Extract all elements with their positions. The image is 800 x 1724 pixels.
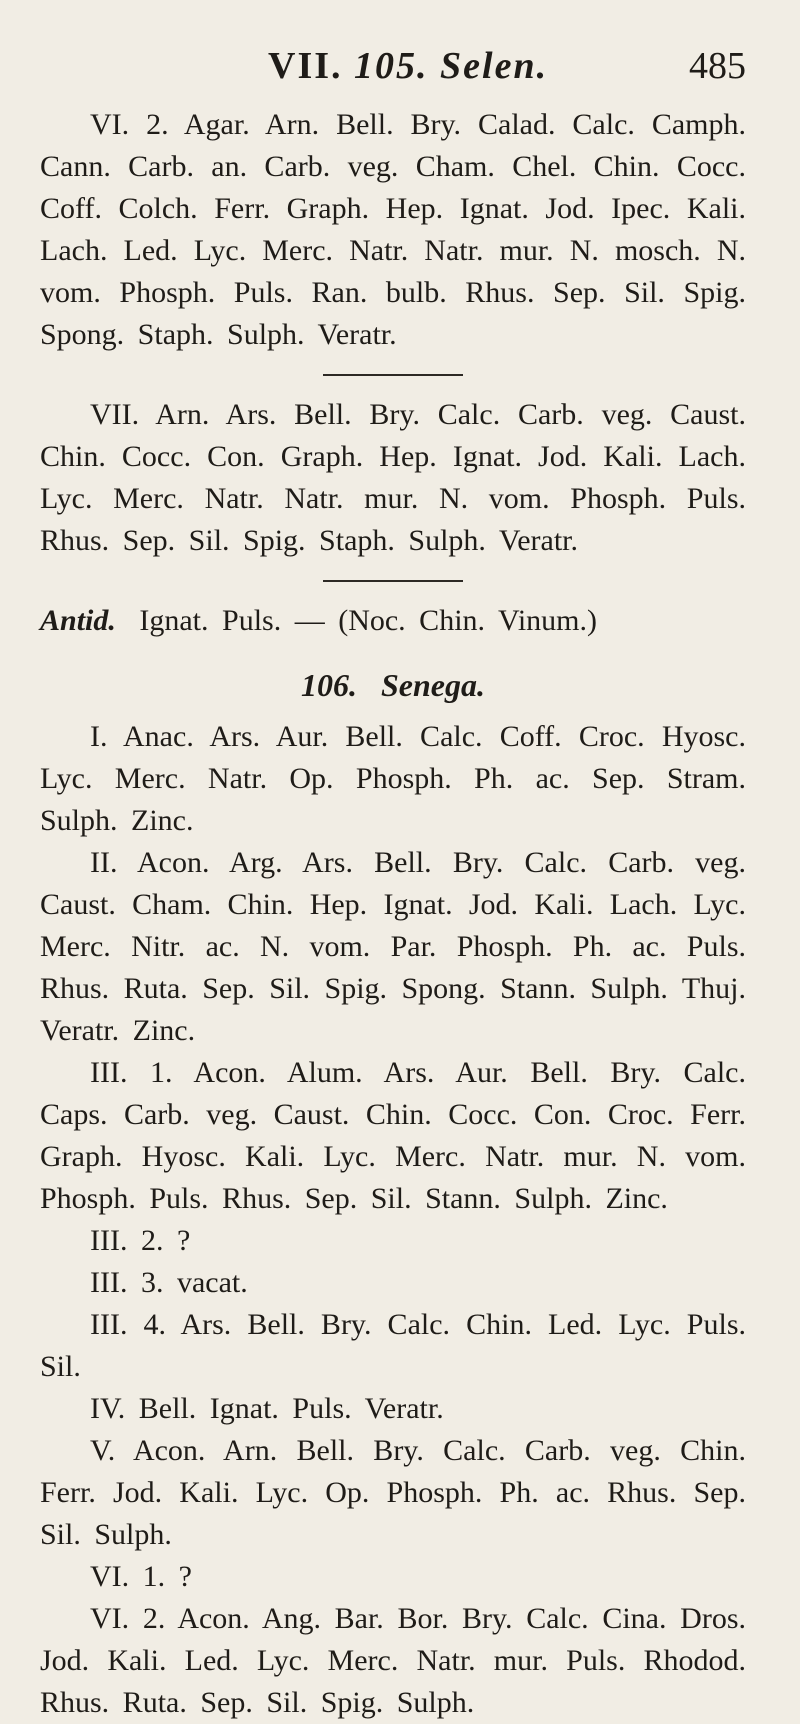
senega-ii-paragraph: II. Acon. Arg. Ars. Bell. Bry. Calc. Carb. veg. Caust. Cham. Chin. Hep. Ignat. Jod. Kali. Lach. Lyc. Merc. Nitr. ac. N. vom. Par. Phosph. Ph. ac. Puls. Rhus. Ruta. Sep. Sil. Spig. Spong. Stann. Sulph. Thuj. Veratr. Zinc. (40, 846, 746, 1047)
senega-iii-4-paragraph: III. 4. Ars. Bell. Bry. Calc. Chin. Led. Lyc. Puls. Sil. (40, 1308, 746, 1383)
page-number: 485 (689, 45, 746, 87)
running-title (268, 44, 548, 88)
senega-i-paragraph: I. Anac. Ars. Aur. Bell. Calc. Coff. Croc. Hyosc. Lyc. Merc. Natr. Op. Phosph. Ph. ac. Sep. Stram. Sulph. Zinc. (40, 720, 746, 837)
senega-iii-3-item: III. 3. vacat. (90, 1266, 248, 1299)
selen-vii-paragraph: VII. Arn. Ars. Bell. Bry. Calc. Carb. veg. Caust. Chin. Cocc. Con. Graph. Hep. Ignat. Jod. Kali. Lach. Lyc. Merc. Natr. Natr. mur. N. vom. Phosph. Puls. Rhus. Sep. Sil. Spig. Staph. Sulph. Veratr. (40, 398, 746, 557)
section-divider-1 (323, 374, 463, 376)
senega-iii-2-item: III. 2. ? (90, 1224, 191, 1257)
running-title-number: 105. (354, 45, 429, 87)
senega-section-title (40, 664, 746, 706)
senega-vi-2-paragraph: VI. 2. Acon. Ang. Bar. Bor. Bry. Calc. Cina. Dros. Jod. Kali. Led. Lyc. Merc. Natr. mur. Puls. Rhodod. Rhus. Ruta. Sep. Sil. Spig. Sulph. (40, 1602, 746, 1719)
running-title-section-marker: VII. (268, 45, 343, 87)
main-text (40, 104, 746, 1724)
senega-iv-paragraph: IV. Bell. Ignat. Puls. Veratr. (90, 1392, 444, 1425)
antidote-label: Antid. (40, 604, 116, 637)
senega-iii-1-paragraph: III. 1. Acon. Alum. Ars. Aur. Bell. Bry. Calc. Caps. Carb. veg. Caust. Chin. Cocc. Con. Croc. Ferr. Graph. Hyosc. Kali. Lyc. Merc. Natr. mur. N. vom. Phosph. Puls. Rhus. Sep. Sil. Stann. Sulph. Zinc. (40, 1056, 746, 1215)
section-divider-2 (323, 580, 463, 582)
senega-section-name: Senega. (381, 667, 485, 703)
senega-section-number: 106. (301, 667, 357, 703)
antidote-text: Ignat. Puls. — (Noc. Chin. Vinum.) (139, 604, 598, 637)
page-header (40, 44, 746, 104)
running-title-name: Selen. (440, 45, 549, 87)
selen-vi-2-paragraph: VI. 2. Agar. Arn. Bell. Bry. Calad. Calc. Camph. Cann. Carb. an. Carb. veg. Cham. Chel. Chin. Cocc. Coff. Colch. Ferr. Graph. Hep. Ignat. Jod. Ipec. Kali. Lach. Led. Lyc. Merc. Natr. Natr. mur. N. mosch. N. vom. Phosph. Puls. Ran. bulb. Rhus. Sep. Sil. Spig. Spong. Staph. Sulph. Veratr. (40, 108, 746, 351)
senega-v-paragraph: V. Acon. Arn. Bell. Bry. Calc. Carb. veg. Chin. Ferr. Jod. Kali. Lyc. Op. Phosph. Ph. ac. Rhus. Sep. Sil. Sulph. (40, 1434, 746, 1551)
senega-vi-1-item: VI. 1. ? (90, 1560, 192, 1593)
antidote-line (40, 600, 746, 642)
